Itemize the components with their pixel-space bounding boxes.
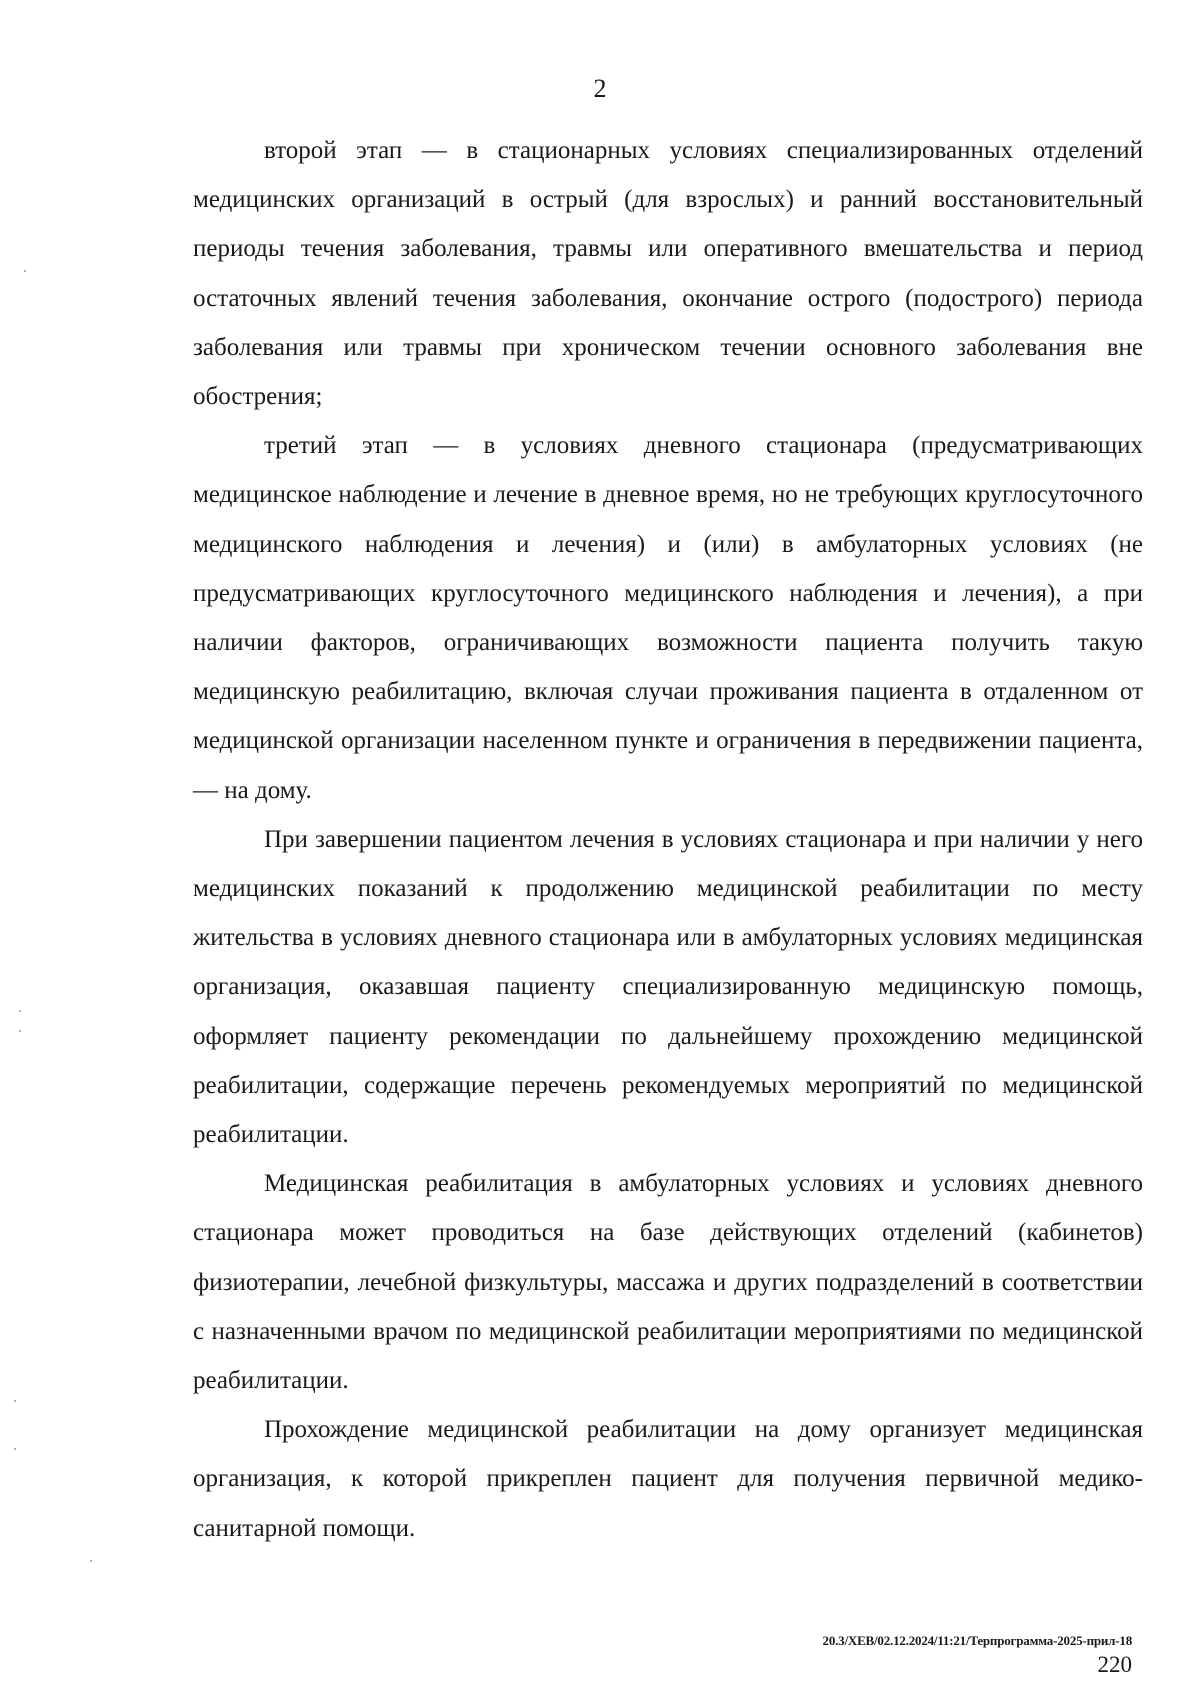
paragraph-second-stage: второй этап — в стационарных условиях специализированных отделений медицинских организаций в острый (для взрослых) и ранний восстановительный периоды течения заболевания, травмы или оперативного вмешательства и период остаточных явлений течения заболевания, окончание острого (подострого) периода заболевания или травмы при хроническом течении основного заболевания вне обострения;	[193, 137, 1143, 411]
document-code: 20.3/ХЕВ/02.12.2024/11:21/Терпрограмма-2025-прил-18	[822, 1633, 1132, 1648]
scan-speck	[24, 270, 26, 272]
sheet-number: 220	[1097, 1652, 1132, 1677]
document-body	[193, 126, 1143, 1553]
paragraph-home-rehabilitation: Прохождение медицинской реабилитации на дому организует медицинская организация, к которой прикреплен пациент для получения первичной медико-санитарной помощи.	[193, 1416, 1143, 1542]
scan-speck	[19, 1010, 21, 1012]
scan-speck	[14, 1400, 16, 1402]
scan-speck	[14, 1448, 16, 1450]
paragraph-third-stage: третий этап — в условиях дневного стационара (предусматривающих медицинское наблюдение и лечение в дневное время, но не требующих круглосуточного медицинского наблюдения и лечения) и (или) в амбулаторных условиях (не предусматривающих круглосуточного медицинского наблюдения и лечения), а при наличии факторов, ограничивающих возможности пациента получить такую медицинскую реабилитацию, включая случаи проживания пациента в отдаленном от медицинской организации населенном пункте и ограничения в передвижении пациента, — на дому.	[193, 432, 1143, 804]
paragraph-outpatient-rehabilitation: Медицинская реабилитация в амбулаторных условиях и условиях дневного стационара может проводиться на базе действующих отделений (кабинетов) физиотерапии, лечебной физкультуры, массажа и других подразделений в соответствии с назначенными врачом по медицинской реабилитации мероприятиями по медицинской реабилитации.	[193, 1170, 1143, 1395]
page-number: 2	[593, 74, 607, 103]
scan-speck	[90, 1560, 92, 1562]
scan-speck	[19, 1030, 21, 1032]
paragraph-discharge-recommendations: При завершении пациентом лечения в условиях стационара и при наличии у него медицинских показаний к продолжению медицинской реабилитации по месту жительства в условиях дневного стационара или в амбулаторных условиях медицинская организация, оказавшая пациенту специализированную медицинскую помощь, оформляет пациенту рекомендации по дальнейшему прохождению медицинской реабилитации, содержащие перечень рекомендуемых мероприятий по медицинской реабилитации.	[193, 825, 1143, 1149]
